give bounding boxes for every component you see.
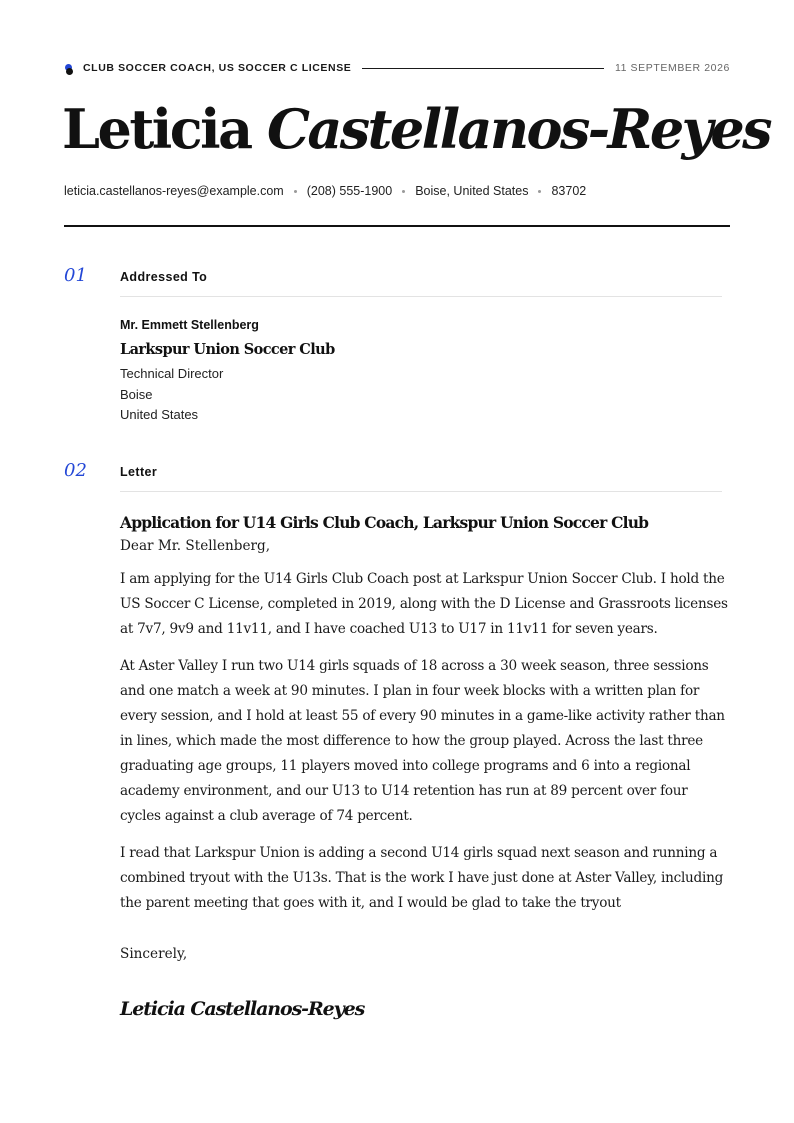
header-rule	[64, 225, 730, 227]
letter-salutation: Dear Mr. Stellenberg,	[120, 538, 271, 554]
recipient-country: United States	[120, 407, 199, 422]
separator-dot-icon	[538, 190, 541, 193]
letter-paragraph: I am applying for the U14 Girls Club Coach post at Larkspur Union Soccer Club. I hold the US Soccer C License, completed in 2019, along with the D License and Grassroots licenses at 7v7, 9v9 and 11v11, and I have coached U13 to U17 in 11v11 for seven years.	[120, 571, 728, 637]
section-number: 01	[64, 265, 87, 286]
letter-paragraph: I read that Larkspur Union is adding a second U14 girls squad next season and running a combined tryout with the U13s. That is the work I have just done at Aster Valley, including the parent meeting that goes with it, and I would be glad to take the tryout	[120, 845, 724, 911]
recipient-role: Technical Director	[120, 366, 224, 381]
section-rule	[120, 296, 722, 297]
first-name: Leticia	[62, 97, 251, 161]
contact-location: Boise, United States	[415, 184, 529, 198]
header-divider	[362, 68, 604, 69]
signature: Leticia Castellanos-Reyes	[120, 998, 365, 1020]
section-number: 02	[64, 460, 87, 481]
section-addressed-to	[64, 265, 722, 295]
recipient-city: Boise	[120, 386, 153, 402]
applicant-name	[62, 94, 770, 164]
job-title-eyebrow: CLUB SOCCER COACH, US SOCCER C LICENSE	[83, 62, 352, 74]
section-title: Addressed To	[120, 270, 208, 284]
contact-email[interactable]: leticia.castellanos-reyes@example.com	[64, 184, 284, 198]
header-topline	[64, 61, 730, 75]
separator-dot-icon	[294, 190, 297, 193]
recipient-organization: Larkspur Union Soccer Club	[120, 341, 335, 358]
letter-paragraph: At Aster Valley I run two U14 girls squads of 18 across a 30 week season, three sessions and one match a week at 90 minutes. I plan in four week blocks with a written plan for every session, and I hold at least 55 of every 90 minutes in a game-like activity rather than in lines, which made the most difference to how the group played. Across the last three graduating age groups, 11 players moved into college programs and 6 into a regional academy environment, and our U13 to U14 retention has run at 89 percent over four cycles against a club average of 74 percent.	[120, 658, 725, 824]
letter-closing: Sincerely,	[120, 946, 188, 962]
section-rule	[120, 491, 722, 492]
letter-subject: Application for U14 Girls Club Coach, Larkspur Union Soccer Club	[120, 513, 649, 532]
last-name: Castellanos-Reyes	[266, 97, 770, 161]
contact-postal-code: 83702	[551, 184, 587, 198]
brand-dots-icon	[64, 61, 76, 75]
section-letter	[64, 460, 722, 490]
letter-date: 11 SEPTEMBER 2026	[614, 62, 730, 74]
contact-phone[interactable]: (208) 555-1900	[306, 184, 393, 198]
recipient-address	[120, 318, 335, 426]
recipient-name: Mr. Emmett Stellenberg	[120, 318, 259, 332]
separator-dot-icon	[402, 190, 405, 193]
contact-line	[64, 184, 586, 198]
letter-body	[120, 512, 732, 1023]
section-title: Letter	[120, 465, 158, 479]
